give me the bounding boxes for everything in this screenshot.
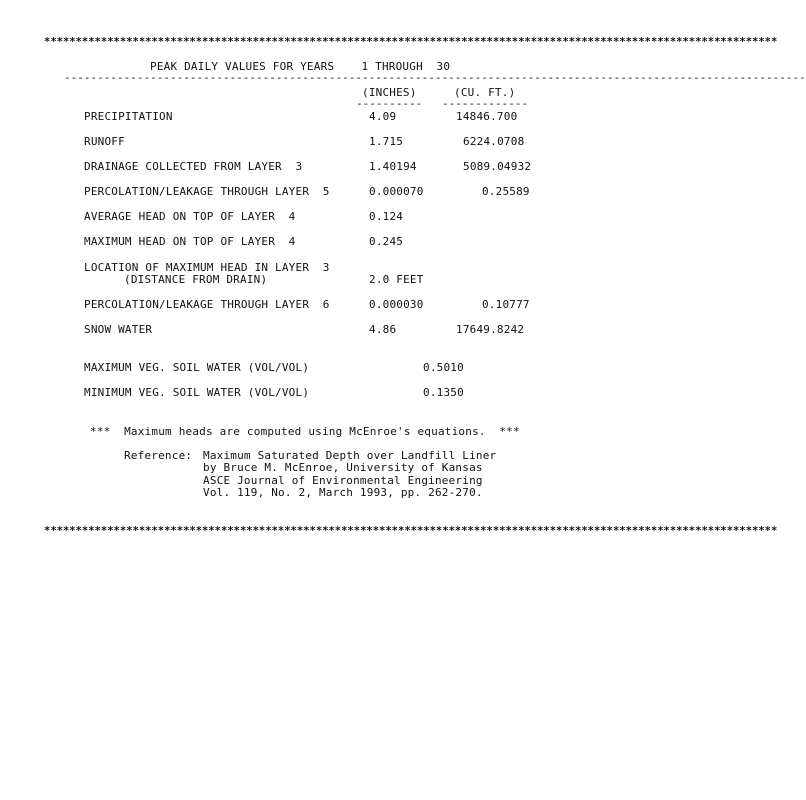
- row-label: PERCOLATION/LEAKAGE THROUGH LAYER 5: [84, 185, 330, 198]
- row-cuft: 0.10777: [482, 298, 530, 311]
- title-dash-rule: ----------------------------------------------------------------------------------------------------------------: [64, 71, 806, 84]
- soilwater-value: 0.1350: [423, 386, 464, 399]
- row-label: DRAINAGE COLLECTED FROM LAYER 3: [84, 160, 303, 173]
- column-underline-cuft: -------------: [442, 97, 529, 110]
- reference-line: ASCE Journal of Environmental Engineering: [203, 474, 483, 487]
- row-label: SNOW WATER: [84, 323, 153, 336]
- soilwater-label: MAXIMUM VEG. SOIL WATER (VOL/VOL): [84, 361, 310, 374]
- column-header-inches: (INCHES): [362, 86, 417, 99]
- mcenroe-note: *** Maximum heads are computed using McEnroe's equations. ***: [90, 425, 520, 438]
- row-cuft: 14846.700: [456, 110, 518, 123]
- bottom-star-border: ********************************************************************************************************************: [44, 525, 778, 537]
- row-label-continuation: (DISTANCE FROM DRAIN): [124, 273, 268, 286]
- row-inches: 1.715: [369, 135, 404, 148]
- row-inches: 2.0 FEET: [369, 273, 424, 286]
- row-cuft: 17649.8242: [456, 323, 525, 336]
- reference-line: Maximum Saturated Depth over Landfill Liner: [203, 449, 497, 462]
- reference-line: Vol. 119, No. 2, March 1993, pp. 262-270.: [203, 486, 483, 499]
- row-label: RUNOFF: [84, 135, 125, 148]
- row-label: LOCATION OF MAXIMUM HEAD IN LAYER 3: [84, 261, 330, 274]
- row-inches: 4.09: [369, 110, 397, 123]
- row-inches: 4.86: [369, 323, 397, 336]
- row-inches: 0.000070: [369, 185, 424, 198]
- reference-label: Reference:: [124, 449, 193, 462]
- row-label: AVERAGE HEAD ON TOP OF LAYER 4: [84, 210, 296, 223]
- row-inches: 1.40194: [369, 160, 417, 173]
- row-inches: 0.000030: [369, 298, 424, 311]
- row-inches: 0.245: [369, 235, 404, 248]
- soilwater-label: MINIMUM VEG. SOIL WATER (VOL/VOL): [84, 386, 310, 399]
- row-cuft: 0.25589: [482, 185, 530, 198]
- report-title: PEAK DAILY VALUES FOR YEARS 1 THROUGH 30: [150, 60, 451, 73]
- row-label: MAXIMUM HEAD ON TOP OF LAYER 4: [84, 235, 296, 248]
- row-label: PRECIPITATION: [84, 110, 173, 123]
- row-cuft: 6224.0708: [463, 135, 525, 148]
- reference-line: by Bruce M. McEnroe, University of Kansas: [203, 461, 483, 474]
- column-underline-inches: ----------: [356, 97, 423, 110]
- row-inches: 0.124: [369, 210, 404, 223]
- soilwater-value: 0.5010: [423, 361, 464, 374]
- row-cuft: 5089.04932: [463, 160, 532, 173]
- row-label: PERCOLATION/LEAKAGE THROUGH LAYER 6: [84, 298, 330, 311]
- top-star-border: ********************************************************************************************************************: [44, 36, 778, 48]
- column-header-cuft: (CU. FT.): [454, 86, 516, 99]
